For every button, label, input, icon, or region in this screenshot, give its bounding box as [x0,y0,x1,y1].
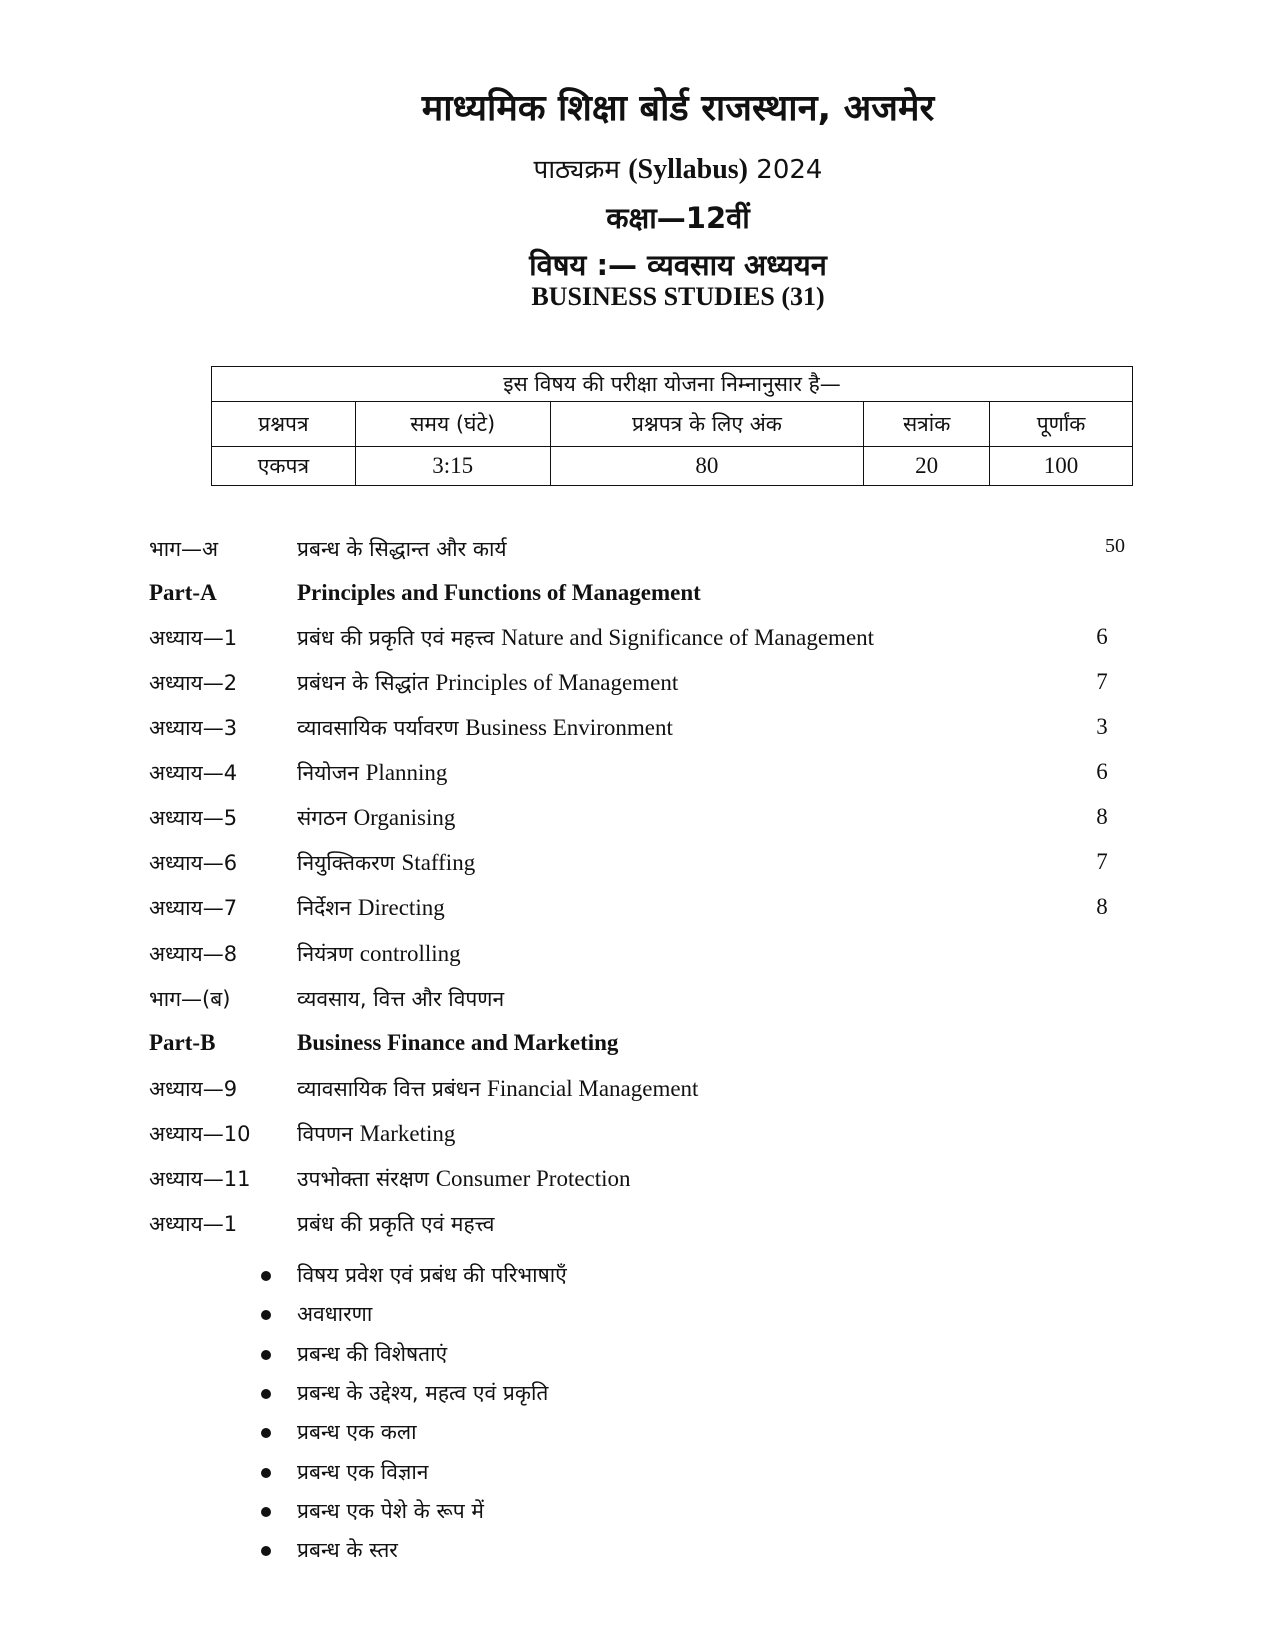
unit-row [0,580,1276,614]
unit-title-hindi: व्यावसायिक वित्त प्रबंधन [297,1077,488,1101]
bullet-icon [261,1271,271,1281]
scheme-header-cell: पूर्णांक [990,402,1133,447]
unit-title-hindi: संगठन [297,806,354,830]
unit-title-english: Business Finance and Marketing [297,1030,619,1055]
unit-title-hindi: व्यवसाय, वित्त और विपणन [297,987,505,1011]
scheme-header-cell: प्रश्नपत्र [212,402,356,447]
unit-row [0,894,1276,928]
unit-title-hindi: प्रबंध की प्रकृति एवं महत्त्व [297,626,502,650]
unit-title [297,580,701,606]
unit-label: अध्याय—2 [149,671,238,695]
unit-title [297,535,507,563]
unit-row [0,759,1276,793]
unit-row [0,940,1276,974]
unit-marks: 8 [1096,894,1108,919]
unit-title-hindi: विपणन [297,1122,360,1146]
unit-title [297,985,504,1013]
bullet-icon [261,1546,271,1556]
topic-text: प्रबन्ध के स्तर [297,1538,398,1563]
unit-row [0,1210,1276,1244]
unit-label: अध्याय—9 [149,1077,238,1101]
unit-title-english: Organising [353,805,456,830]
unit-title [297,894,445,922]
unit-label: अध्याय—6 [149,851,238,875]
topic-text: प्रबन्ध के उद्देश्य, महत्व एवं प्रकृति [297,1380,549,1405]
unit-label: अध्याय—3 [149,716,238,740]
exam-scheme-table [211,366,1133,486]
bullet-icon [261,1350,271,1360]
topic-item [261,1340,1161,1372]
topic-item [261,1379,1161,1411]
topic-text: प्रबन्ध एक कला [297,1420,417,1445]
unit-title-hindi: निर्देशन [297,896,358,920]
unit-label: Part-A [149,580,217,605]
unit-label: अध्याय—11 [149,1167,251,1191]
unit-title [297,1165,631,1193]
unit-row [0,1165,1276,1199]
unit-label: भाग—(ब) [149,987,231,1011]
unit-title [297,1210,494,1238]
unit-label: अध्याय—4 [149,761,238,785]
class-title: कक्षा—12वीं [606,201,750,235]
topic-text: प्रबन्ध एक पेशे के रूप में [297,1498,484,1523]
unit-label: अध्याय—1 [149,626,238,650]
scheme-value-cell: 80 [550,447,864,486]
unit-label: Part-B [149,1030,216,1055]
unit-label: अध्याय—5 [149,806,238,830]
topic-item [261,1497,1161,1529]
scheme-header-cell: समय (घंटे) [355,402,550,447]
unit-row [0,1120,1276,1154]
unit-title [297,759,447,787]
subject-hindi: विषय :— व्यवसाय अध्ययन [529,248,827,282]
unit-title [297,624,874,652]
unit-marks: 8 [1096,804,1108,829]
unit-title-english: Financial Management [487,1076,699,1101]
unit-label: अध्याय—7 [149,896,238,920]
bullet-icon [261,1389,271,1399]
bullet-icon [261,1428,271,1438]
unit-label: अध्याय—10 [149,1122,251,1146]
topic-text: प्रबन्ध की विशेषताएं [297,1341,448,1366]
unit-title-english: Nature and Significance of Management [501,625,875,650]
syllabus-hindi: पाठ्यक्रम [533,155,620,185]
bullet-icon [261,1310,271,1320]
scheme-caption: इस विषय की परीक्षा योजना निम्नानुसार है— [212,367,1133,402]
topic-item [261,1418,1161,1450]
unit-title-english: Principles and Functions of Management [297,580,701,605]
unit-title-hindi: नियोजन [297,761,366,785]
unit-marks: 7 [1096,849,1108,874]
unit-title [297,849,475,877]
unit-title-hindi: प्रबन्ध के सिद्धान्त और कार्य [297,537,507,561]
unit-row [0,849,1276,883]
board-title: माध्यमिक शिक्षा बोर्ड राजस्थान, अजमेर [421,88,935,129]
scheme-header-cell: प्रश्नपत्र के लिए अंक [550,402,864,447]
unit-row [0,714,1276,748]
scheme-value-cell: 3:15 [355,447,550,486]
unit-marks: 6 [1096,624,1108,649]
scheme-value-cell: 100 [990,447,1133,486]
unit-title [297,1030,618,1056]
unit-row [0,1075,1276,1109]
scheme-value-cell: 20 [864,447,990,486]
subject-english: BUSINESS STUDIES (31) [531,282,825,311]
unit-title-english: Business Environment [465,715,673,740]
unit-marks: 3 [1096,714,1108,739]
scheme-header-cell: सत्रांक [864,402,990,447]
syllabus-year: 2024 [756,155,823,185]
bullet-icon [261,1468,271,1478]
topic-text: प्रबन्ध एक विज्ञान [297,1459,429,1484]
unit-title [297,714,673,742]
unit-title-hindi: प्रबंध की प्रकृति एवं महत्त्व [297,1212,495,1236]
unit-title [297,1120,455,1148]
unit-row [0,985,1276,1019]
unit-title [297,1075,698,1103]
unit-title-english: Staffing [401,850,476,875]
unit-row [0,624,1276,658]
unit-title-hindi: नियुक्तिकरण [297,851,402,875]
unit-title-english: Consumer Protection [435,1166,631,1191]
unit-title-english: Marketing [359,1121,456,1146]
unit-row [0,535,1276,569]
topic-item [261,1458,1161,1490]
unit-label: अध्याय—1 [149,1212,238,1236]
unit-title-hindi: व्यावसायिक पर्यावरण [297,716,466,740]
unit-title-english: Directing [357,895,445,920]
unit-title [297,804,455,832]
unit-title-hindi: प्रबंधन के सिद्धांत [297,671,436,695]
unit-marks: 7 [1096,669,1108,694]
unit-label: अध्याय—8 [149,942,238,966]
syllabus-line [0,150,1276,186]
syllabus-english: (Syllabus) [628,154,749,185]
unit-title-english: Principles of Management [435,670,679,695]
topic-item [261,1536,1161,1568]
unit-row [0,669,1276,703]
bullet-icon [261,1507,271,1517]
unit-row [0,1030,1276,1064]
topic-item [261,1300,1161,1332]
topic-text: अवधारणा [297,1302,373,1327]
unit-title [297,940,461,968]
scheme-value-cell: एकपत्र [212,447,356,486]
unit-title-hindi: नियंत्रण [297,942,360,966]
unit-title-hindi: उपभोक्ता संरक्षण [297,1167,436,1191]
unit-marks: 6 [1096,759,1108,784]
unit-row [0,804,1276,838]
unit-title [297,669,678,697]
unit-marks: 50 [1105,535,1125,557]
topic-text: विषय प्रवेश एवं प्रबंध की परिभाषाएँ [297,1263,567,1287]
unit-label: भाग—अ [149,537,219,561]
topic-item [261,1261,1161,1293]
unit-title-english: controlling [359,941,461,966]
unit-title-english: Planning [365,760,448,785]
